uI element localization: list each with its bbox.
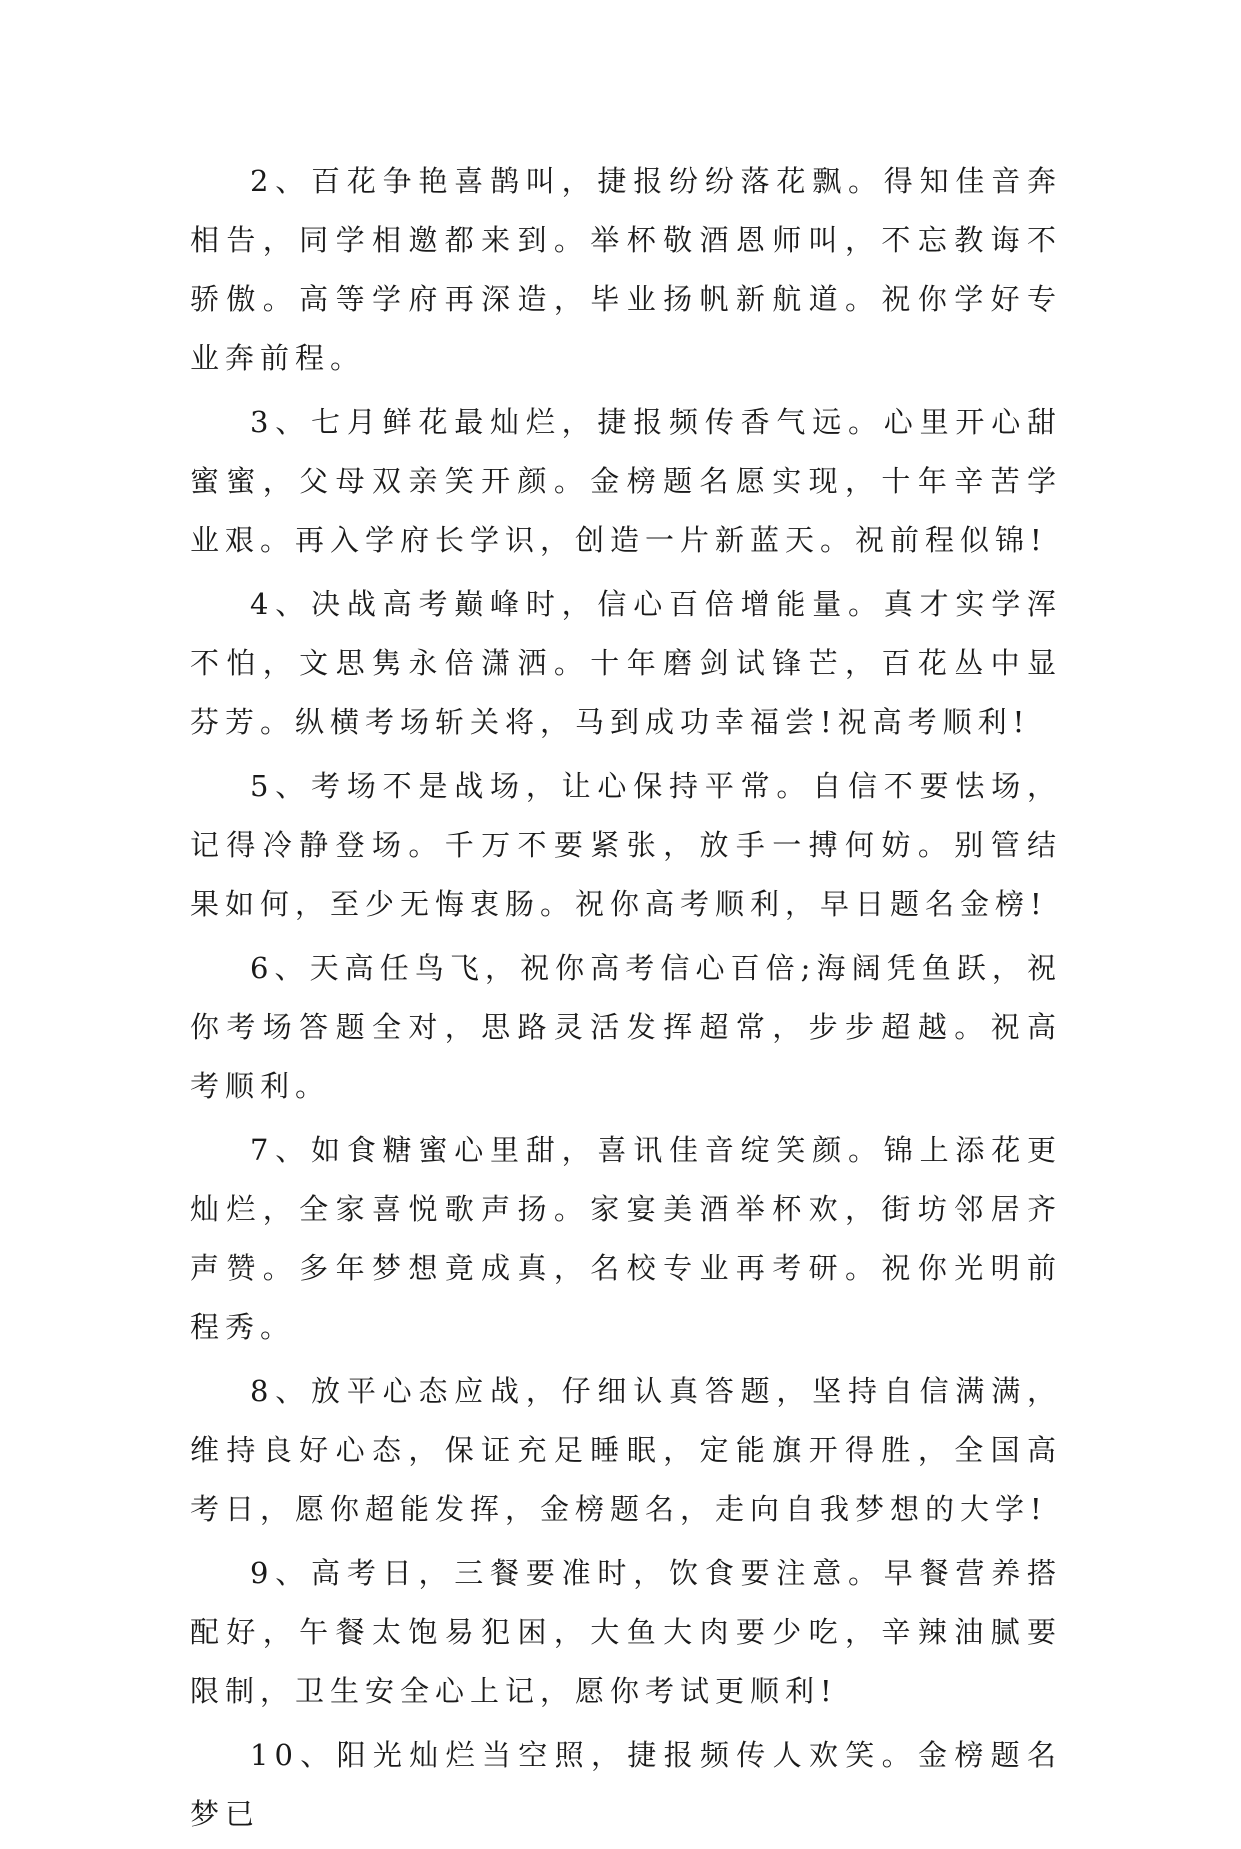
paragraph-9: 9、高考日，三餐要准时，饮食要注意。早餐营养搭配好，午餐太饱易犯困，大鱼大肉要少吃，辛辣油腻要限制，卫生安全心上记，愿你考试更顺利! [190,1556,1062,1708]
paragraph-4: 4、决战高考巅峰时，信心百倍增能量。真才实学浑不怕，文思隽永倍潇洒。十年磨剑试锋芒，百花丛中显芬芳。纵横考场斩关将，马到成功幸福尝!祝高考顺利! [190,587,1062,739]
paragraph-5: 5、考场不是战场，让心保持平常。自信不要怯场，记得冷静登场。千万不要紧张，放手一搏何妨。别管结果如何，至少无悔衷肠。祝你高考顺利，早日题名金榜! [190,769,1062,921]
paragraph-6: 6、天高任鸟飞，祝你高考信心百倍;海阔凭鱼跃，祝你考场答题全对，思路灵活发挥超常，步步超越。祝高考顺利。 [190,951,1062,1103]
document-body [190,152,1062,1849]
paragraph-3: 3、七月鲜花最灿烂，捷报频传香气远。心里开心甜蜜蜜，父母双亲笑开颜。金榜题名愿实现，十年辛苦学业艰。再入学府长学识，创造一片新蓝天。祝前程似锦! [190,405,1062,557]
paragraph-10: 10、阳光灿烂当空照，捷报频传人欢笑。金榜题名梦已 [190,1738,1062,1831]
paragraph-7: 7、如食糖蜜心里甜，喜讯佳音绽笑颜。锦上添花更灿烂，全家喜悦歌声扬。家宴美酒举杯欢，街坊邻居齐声赞。多年梦想竟成真，名校专业再考研。祝你光明前程秀。 [190,1133,1062,1344]
paragraph-2: 2、百花争艳喜鹊叫，捷报纷纷落花飘。得知佳音奔相告，同学相邀都来到。举杯敬酒恩师叫，不忘教诲不骄傲。高等学府再深造，毕业扬帆新航道。祝你学好专业奔前程。 [190,164,1062,375]
paragraph-8: 8、放平心态应战，仔细认真答题，坚持自信满满，维持良好心态，保证充足睡眠，定能旗开得胜，全国高考日，愿你超能发挥，金榜题名，走向自我梦想的大学! [190,1374,1062,1526]
